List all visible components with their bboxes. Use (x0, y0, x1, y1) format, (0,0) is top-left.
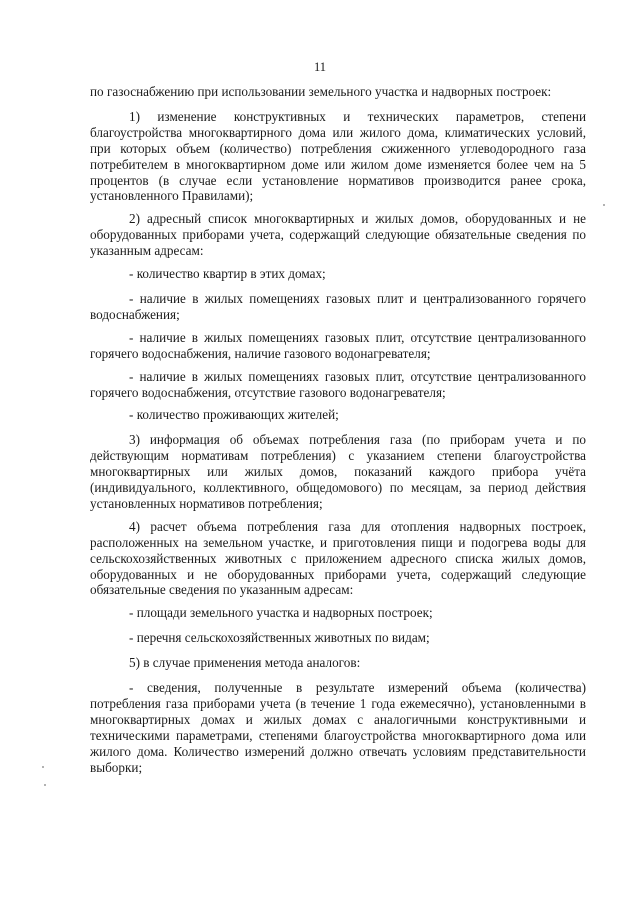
paragraph-residents-count: - количество проживающих жителей; (129, 407, 339, 423)
paragraph-apartment-count: - количество квартир в этих домах; (129, 266, 326, 282)
document-body (90, 84, 586, 783)
paragraph-gas-stoves-without-heater: - наличие в жилых помещениях газовых плит, отсутствие централизованного горячего водоснабжения, отсутствие газового водонагревателя; (90, 368, 586, 400)
paragraph-intro: по газоснабжению при использовании земельного участка и надворных построек: (90, 84, 552, 99)
paragraph-animal-list: - перечня сельскохозяйственных животных по видам; (129, 630, 430, 646)
paragraph-analog-method-details: - сведения, полученные в результате измерений объема (количества) потребления газа приборами учета (в течение 1 года ежемесячно), установленными в многоквартирных домах и жилых домах с аналогичными конструктивными и техническими параметрами, степенями благоустройства многоквартирного дома или жилого дома. Количество измерений должно отвечать условиям представительности выборки; (90, 680, 586, 775)
paragraph-land-area: - площади земельного участка и надворных построек; (129, 605, 433, 621)
paragraph-item-5: 5) в случае применения метода аналогов: (129, 655, 361, 671)
paragraph-item-1: 1) изменение конструктивных и технических параметров, степени благоустройства многоквартирного дома или жилого дома, климатических условий, при которых объем (количество) потребления сжиженного углеводородного газа потребителем в многоквартирном доме или жилом доме изменяется более чем на 5 процентов (в случае если установление нормативов производится ранее срока, установленного Правилами); (90, 108, 586, 204)
paragraph-item-2: 2) адресный список многоквартирных и жилых домов, оборудованных и не оборудованных приборами учета, содержащий следующие обязательные сведения по указанным адресам: (90, 211, 586, 259)
paragraph-gas-stoves-with-heater: - наличие в жилых помещениях газовых плит, отсутствие централизованного горячего водоснабжения, наличие газового водонагревателя; (90, 329, 586, 361)
paragraph-gas-stoves-central-hot-water: - наличие в жилых помещениях газовых плит и централизованного горячего водоснабжения; (90, 290, 586, 322)
scan-speck (603, 204, 605, 206)
scan-speck (44, 784, 46, 786)
paragraph-item-4: 4) расчет объема потребления газа для отопления надворных построек, расположенных на земельном участке, и приготовления пищи и подогрева воды для сельскохозяйственных животных с приложением адресного списка жилых домов, оборудованных и не оборудованных приборами учета, содержащий следующие обязательные сведения по указанным адресам: (90, 518, 586, 598)
page-number: 11 (313, 60, 327, 74)
scan-speck (42, 766, 44, 768)
paragraph-item-3: 3) информация об объемах потребления газа (по приборам учета и по действующим нормативам потребления) с указанием степени благоустройства многоквартирных или жилых домов, показаний каждого прибора учёта (индивидуального, коллективного, общедомового) по месяцам, за период действия установленных нормативов потребления; (90, 432, 586, 511)
